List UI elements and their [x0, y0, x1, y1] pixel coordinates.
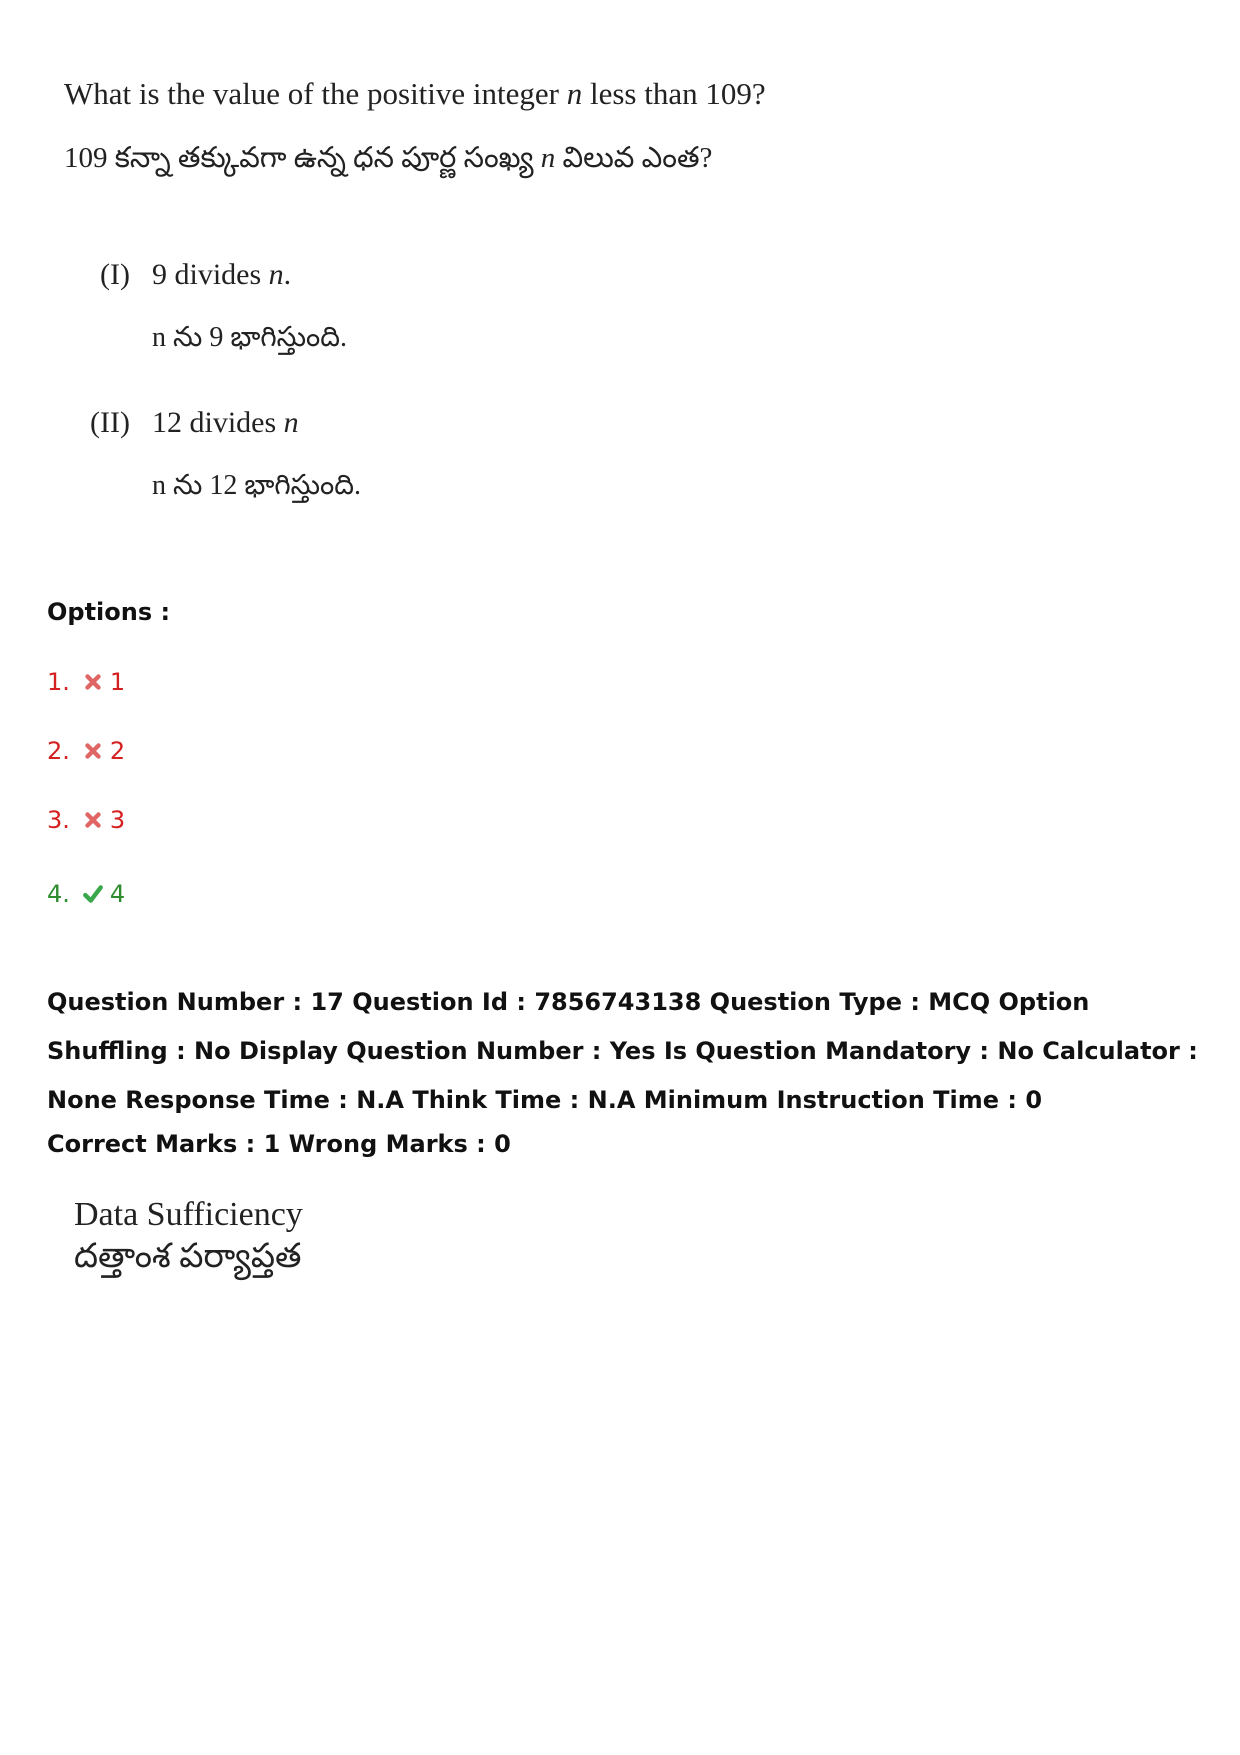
statement-2-number: (II): [90, 406, 130, 439]
check-icon: [82, 883, 104, 905]
question-meta: Question Number : 17 Question Id : 7856743138 Question Type : MCQ Option Shuffling : No Display Question Number : Yes Is Question Mandatory : No Calculator : None Response Time : N.A Think Time : N.A Minimum Instruction Time : 0: [47, 988, 1198, 1114]
statement-2-text-te: n ను 12 భాగిస్తుంది.: [152, 470, 361, 501]
topic-en: Data Sufficiency: [74, 1196, 303, 1233]
statement-1-text: 9 divides n.: [152, 258, 292, 291]
option-1[interactable]: [47, 668, 125, 696]
question-text-en: What is the value of the positive integer n less than 109?: [64, 76, 766, 111]
option-value: 1: [109, 668, 126, 696]
cross-icon: [82, 809, 104, 831]
statement-1-number: (I): [100, 258, 130, 291]
option-value: 4: [109, 880, 126, 908]
option-index: 1.: [47, 668, 70, 696]
cross-icon: [82, 740, 104, 762]
statement-2-text: 12 divides n: [152, 406, 299, 439]
marks-info: Correct Marks : 1 Wrong Marks : 0: [47, 1130, 511, 1158]
option-index: 3.: [47, 806, 70, 834]
topic-te: దత్తాంశ పర్యాప్తత: [74, 1238, 302, 1275]
option-4[interactable]: [47, 880, 125, 908]
question-text-te: 109 కన్నా తక్కువగా ఉన్న ధన పూర్ణ సంఖ్య n విలువ ఎంత?: [64, 142, 713, 174]
option-3[interactable]: [47, 806, 125, 834]
option-value: 2: [109, 737, 126, 765]
option-index: 2.: [47, 737, 70, 765]
options-label: Options :: [47, 598, 171, 626]
option-value: 3: [109, 806, 126, 834]
statement-1-text-te: n ను 9 భాగిస్తుంది.: [152, 322, 347, 353]
cross-icon: [82, 671, 104, 693]
option-index: 4.: [47, 880, 70, 908]
option-2[interactable]: [47, 737, 125, 765]
topic-image: [74, 1196, 303, 1284]
